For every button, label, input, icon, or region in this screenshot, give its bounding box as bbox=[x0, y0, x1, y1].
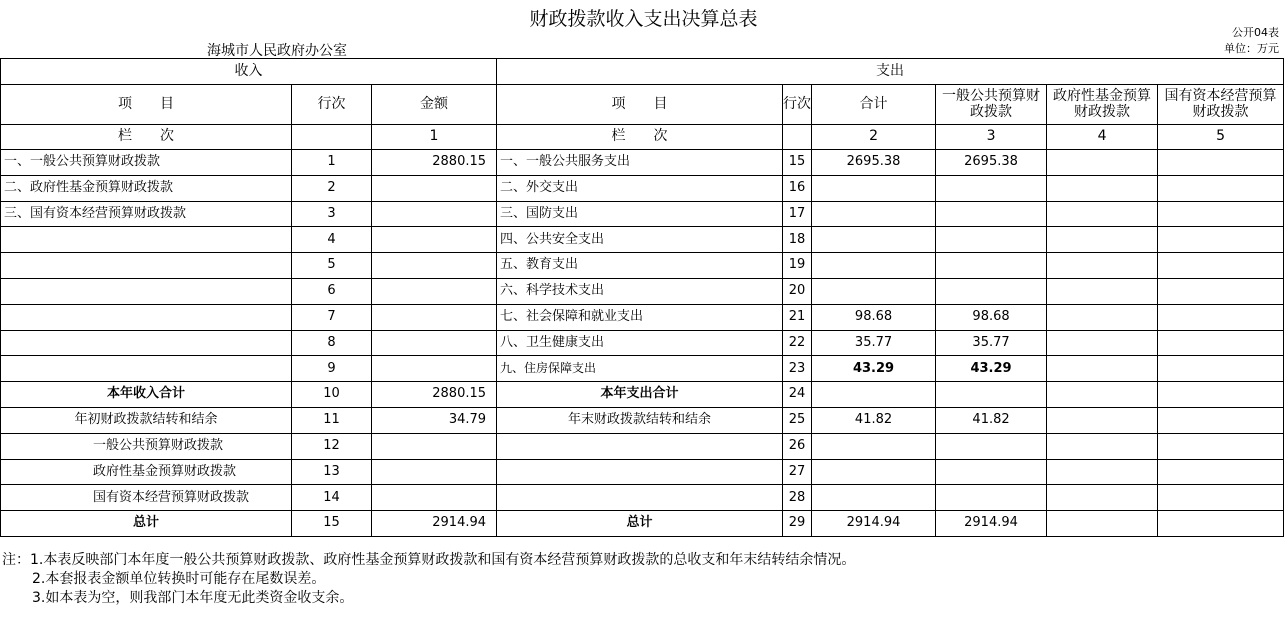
expense-item: 三、国防支出 bbox=[497, 201, 783, 227]
general-budget-amount bbox=[936, 201, 1047, 227]
income-row-no-header: 行次 bbox=[292, 85, 372, 125]
expense-total: 98.68 bbox=[812, 304, 936, 330]
table-row bbox=[1, 253, 1284, 279]
state-capital-amount bbox=[1158, 175, 1284, 201]
expense-row-no: 21 bbox=[783, 304, 812, 330]
gov-fund-amount bbox=[1047, 150, 1158, 176]
income-item: 二、政府性基金预算财政拨款 bbox=[1, 175, 292, 201]
gov-fund-amount bbox=[1047, 459, 1158, 485]
income-amount bbox=[372, 304, 497, 330]
income-item: 本年收入合计 bbox=[1, 382, 292, 408]
gov-fund-header: 政府性基金预算财政拨款 bbox=[1047, 85, 1158, 125]
expense-total bbox=[812, 382, 936, 408]
expense-item bbox=[497, 459, 783, 485]
table-row bbox=[1, 485, 1284, 511]
income-row-no: 3 bbox=[292, 201, 372, 227]
income-row-no: 8 bbox=[292, 330, 372, 356]
expense-row-no-header: 行次 bbox=[783, 85, 812, 125]
expense-col-no-blank bbox=[783, 125, 812, 150]
expense-row-no: 26 bbox=[783, 433, 812, 459]
expense-row-no: 29 bbox=[783, 511, 812, 537]
gov-fund-amount bbox=[1047, 330, 1158, 356]
gov-fund-amount bbox=[1047, 201, 1158, 227]
expense-row-no: 23 bbox=[783, 356, 812, 382]
expense-total: 41.82 bbox=[812, 407, 936, 433]
col-index-5: 5 bbox=[1158, 125, 1284, 150]
general-budget-amount bbox=[936, 382, 1047, 408]
gov-fund-amount bbox=[1047, 433, 1158, 459]
income-item: 年初财政拨款结转和结余 bbox=[1, 407, 292, 433]
general-budget-amount bbox=[936, 253, 1047, 279]
income-item: 三、国有资本经营预算财政拨款 bbox=[1, 201, 292, 227]
expense-total bbox=[812, 459, 936, 485]
income-item-header: 项 目 bbox=[1, 85, 292, 125]
expense-item: 年末财政拨款结转和结余 bbox=[497, 407, 783, 433]
expense-item: 九、住房保障支出 bbox=[497, 356, 783, 382]
expense-row-no: 24 bbox=[783, 382, 812, 408]
income-col-no-blank bbox=[292, 125, 372, 150]
expense-item: 总计 bbox=[497, 511, 783, 537]
expense-total: 2695.38 bbox=[812, 150, 936, 176]
income-amount bbox=[372, 485, 497, 511]
col-index-4: 4 bbox=[1047, 125, 1158, 150]
gov-fund-amount bbox=[1047, 253, 1158, 279]
income-amount bbox=[372, 433, 497, 459]
income-row-no: 4 bbox=[292, 227, 372, 253]
expense-item-header: 项 目 bbox=[497, 85, 783, 125]
general-budget-amount bbox=[936, 175, 1047, 201]
income-amount: 2880.15 bbox=[372, 150, 497, 176]
header-row-columns bbox=[1, 85, 1284, 125]
state-capital-amount bbox=[1158, 511, 1284, 537]
gov-fund-amount bbox=[1047, 382, 1158, 408]
income-item bbox=[1, 253, 292, 279]
gov-fund-amount bbox=[1047, 278, 1158, 304]
gov-fund-amount bbox=[1047, 227, 1158, 253]
expense-item bbox=[497, 433, 783, 459]
gov-fund-amount bbox=[1047, 407, 1158, 433]
table-row bbox=[1, 330, 1284, 356]
income-item: 一般公共预算财政拨款 bbox=[1, 433, 292, 459]
state-capital-amount bbox=[1158, 253, 1284, 279]
state-capital-amount bbox=[1158, 201, 1284, 227]
state-capital-amount bbox=[1158, 304, 1284, 330]
notes bbox=[2, 551, 855, 608]
gov-fund-amount bbox=[1047, 511, 1158, 537]
expense-row-no: 22 bbox=[783, 330, 812, 356]
income-row-no: 6 bbox=[292, 278, 372, 304]
expense-row-no: 28 bbox=[783, 485, 812, 511]
expense-item: 六、科学技术支出 bbox=[497, 278, 783, 304]
state-capital-amount bbox=[1158, 382, 1284, 408]
table-row bbox=[1, 459, 1284, 485]
table-row bbox=[1, 175, 1284, 201]
table-row bbox=[1, 511, 1284, 537]
table-row bbox=[1, 278, 1284, 304]
expense-row-no: 18 bbox=[783, 227, 812, 253]
income-amount: 2880.15 bbox=[372, 382, 497, 408]
income-row-no: 5 bbox=[292, 253, 372, 279]
expense-col-label: 栏 次 bbox=[497, 125, 783, 150]
expense-item: 五、教育支出 bbox=[497, 253, 783, 279]
expense-row-no: 19 bbox=[783, 253, 812, 279]
form-number: 公开04表 bbox=[1232, 26, 1279, 39]
general-budget-amount: 98.68 bbox=[936, 304, 1047, 330]
income-row-no: 11 bbox=[292, 407, 372, 433]
general-budget-header: 一般公共预算财政拨款 bbox=[936, 85, 1047, 125]
amount-header: 金额 bbox=[372, 85, 497, 125]
income-item: 总计 bbox=[1, 511, 292, 537]
table-row bbox=[1, 433, 1284, 459]
expense-row-no: 25 bbox=[783, 407, 812, 433]
income-row-no: 7 bbox=[292, 304, 372, 330]
income-item: 政府性基金预算财政拨款 bbox=[1, 459, 292, 485]
income-header: 收入 bbox=[1, 59, 497, 85]
table-row bbox=[1, 382, 1284, 408]
general-budget-amount bbox=[936, 459, 1047, 485]
income-amount bbox=[372, 278, 497, 304]
state-capital-amount bbox=[1158, 278, 1284, 304]
state-capital-amount bbox=[1158, 227, 1284, 253]
state-capital-header: 国有资本经营预算财政拨款 bbox=[1158, 85, 1284, 125]
col-index-1: 1 bbox=[372, 125, 497, 150]
expense-total bbox=[812, 175, 936, 201]
state-capital-amount bbox=[1158, 356, 1284, 382]
income-row-no: 15 bbox=[292, 511, 372, 537]
general-budget-amount bbox=[936, 278, 1047, 304]
header-row-section bbox=[1, 59, 1284, 85]
expense-header: 支出 bbox=[497, 59, 1284, 85]
expense-row-no: 15 bbox=[783, 150, 812, 176]
income-row-no: 2 bbox=[292, 175, 372, 201]
income-col-label: 栏 次 bbox=[1, 125, 292, 150]
expense-row-no: 20 bbox=[783, 278, 812, 304]
income-amount bbox=[372, 175, 497, 201]
expense-item: 七、社会保障和就业支出 bbox=[497, 304, 783, 330]
table-row bbox=[1, 407, 1284, 433]
expense-item: 四、公共安全支出 bbox=[497, 227, 783, 253]
note-1: 注：1.本表反映部门本年度一般公共预算财政拨款、政府性基金预算财政拨款和国有资本经营预算财政拨款的总收支和年末结转结余情况。 bbox=[2, 552, 856, 568]
state-capital-amount bbox=[1158, 150, 1284, 176]
report-title: 财政拨款收入支出决算总表 bbox=[529, 8, 758, 30]
gov-fund-amount bbox=[1047, 304, 1158, 330]
expense-item: 本年支出合计 bbox=[497, 382, 783, 408]
expense-row-no: 27 bbox=[783, 459, 812, 485]
state-capital-amount bbox=[1158, 330, 1284, 356]
col-index-2: 2 bbox=[812, 125, 936, 150]
income-amount bbox=[372, 459, 497, 485]
state-capital-amount bbox=[1158, 433, 1284, 459]
general-budget-amount: 2914.94 bbox=[936, 511, 1047, 537]
gov-fund-amount bbox=[1047, 485, 1158, 511]
general-budget-amount: 2695.38 bbox=[936, 150, 1047, 176]
income-item bbox=[1, 278, 292, 304]
general-budget-amount bbox=[936, 227, 1047, 253]
table-row bbox=[1, 201, 1284, 227]
expense-total bbox=[812, 433, 936, 459]
table-row bbox=[1, 227, 1284, 253]
income-item bbox=[1, 356, 292, 382]
income-row-no: 14 bbox=[292, 485, 372, 511]
general-budget-amount: 43.29 bbox=[936, 356, 1047, 382]
income-item: 国有资本经营预算财政拨款 bbox=[1, 485, 292, 511]
expense-total: 2914.94 bbox=[812, 511, 936, 537]
income-item bbox=[1, 330, 292, 356]
income-row-no: 9 bbox=[292, 356, 372, 382]
expense-item: 二、外交支出 bbox=[497, 175, 783, 201]
unit-label: 单位：万元 bbox=[1224, 42, 1279, 55]
general-budget-amount: 41.82 bbox=[936, 407, 1047, 433]
income-item: 一、一般公共预算财政拨款 bbox=[1, 150, 292, 176]
total-header: 合计 bbox=[812, 85, 936, 125]
expense-total: 43.29 bbox=[812, 356, 936, 382]
general-budget-amount bbox=[936, 433, 1047, 459]
income-item bbox=[1, 304, 292, 330]
expense-total bbox=[812, 485, 936, 511]
income-amount: 2914.94 bbox=[372, 511, 497, 537]
expense-total: 35.77 bbox=[812, 330, 936, 356]
expense-total bbox=[812, 201, 936, 227]
expense-total bbox=[812, 278, 936, 304]
income-amount bbox=[372, 227, 497, 253]
income-amount bbox=[372, 330, 497, 356]
gov-fund-amount bbox=[1047, 175, 1158, 201]
header-row-column-index bbox=[1, 125, 1284, 150]
income-row-no: 12 bbox=[292, 433, 372, 459]
expense-item bbox=[497, 485, 783, 511]
state-capital-amount bbox=[1158, 485, 1284, 511]
income-row-no: 10 bbox=[292, 382, 372, 408]
expense-total bbox=[812, 227, 936, 253]
income-amount bbox=[372, 356, 497, 382]
general-budget-amount: 35.77 bbox=[936, 330, 1047, 356]
table-row bbox=[1, 356, 1284, 382]
expense-item: 一、一般公共服务支出 bbox=[497, 150, 783, 176]
col-index-3: 3 bbox=[936, 125, 1047, 150]
note-2: 2.本套报表金额单位转换时可能存在尾数误差。 bbox=[32, 571, 326, 587]
expense-row-no: 16 bbox=[783, 175, 812, 201]
income-amount: 34.79 bbox=[372, 407, 497, 433]
income-item bbox=[1, 227, 292, 253]
organization-name: 海城市人民政府办公室 bbox=[207, 43, 347, 59]
expense-total bbox=[812, 253, 936, 279]
note-3: 3.如本表为空，则我部门本年度无此类资金收支余。 bbox=[32, 590, 354, 606]
general-budget-amount bbox=[936, 485, 1047, 511]
income-row-no: 13 bbox=[292, 459, 372, 485]
table-row bbox=[1, 304, 1284, 330]
income-amount bbox=[372, 253, 497, 279]
gov-fund-amount bbox=[1047, 356, 1158, 382]
table-row bbox=[1, 150, 1284, 176]
income-amount bbox=[372, 201, 497, 227]
income-row-no: 1 bbox=[292, 150, 372, 176]
state-capital-amount bbox=[1158, 407, 1284, 433]
expense-item: 八、卫生健康支出 bbox=[497, 330, 783, 356]
fiscal-table bbox=[0, 58, 1284, 537]
state-capital-amount bbox=[1158, 459, 1284, 485]
expense-row-no: 17 bbox=[783, 201, 812, 227]
